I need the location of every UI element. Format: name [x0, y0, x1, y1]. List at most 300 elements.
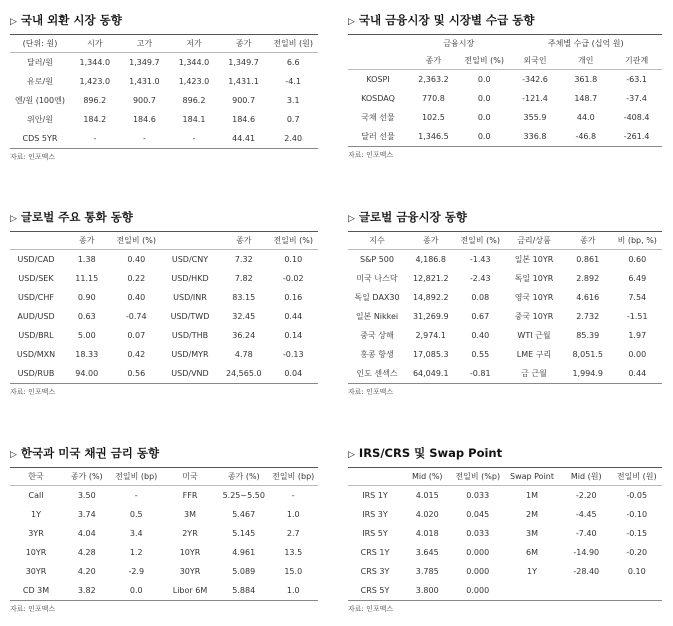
source-note: 자료: 인포맥스: [10, 153, 56, 161]
table-cell: -: [192, 134, 196, 143]
table-cell: 독일 DAX30: [354, 293, 400, 302]
table-cell: -0.74: [125, 312, 147, 321]
table-cell: -0.20: [626, 548, 648, 557]
table-cell: 30YR: [179, 567, 201, 576]
table-row: [10, 250, 318, 270]
table-cell: 0.67: [471, 312, 490, 321]
table-cell: 6.6: [286, 58, 300, 67]
table-cell: 0.04: [284, 369, 303, 378]
table-cell: 6M: [526, 548, 538, 557]
table-row: [348, 345, 662, 364]
table-cell: 184.6: [132, 115, 156, 124]
column-header: 외국인: [523, 56, 547, 65]
column-header: 종가 (%): [70, 472, 103, 481]
table-cell: 2.892: [576, 274, 600, 283]
table-cell: 355.9: [523, 113, 547, 122]
table-cell: 102.5: [421, 113, 445, 122]
table-row: [10, 486, 318, 506]
table-row: [10, 129, 318, 149]
table-row: [348, 326, 662, 345]
column-header: Swap Point: [509, 472, 554, 481]
table-cell: CDS 5YR: [22, 134, 58, 143]
table-cell: 1,423.0: [79, 77, 111, 86]
table-cell: CD 3M: [22, 586, 50, 595]
panel-global-fx: [10, 209, 318, 397]
column-header: [161, 232, 219, 250]
column-header: 종가: [423, 236, 439, 245]
source-note: 자료: 인포맥스: [348, 388, 394, 396]
table-cell: 3.74: [77, 510, 96, 519]
table-cell: USD/TWD: [170, 312, 210, 321]
table-cell: USD/BRL: [18, 331, 54, 340]
table-cell: 0.5: [129, 510, 143, 519]
table-cell: 0.00: [628, 350, 647, 359]
table-cell: 중국 10YR: [514, 312, 554, 321]
table-cell: -342.6: [522, 75, 548, 84]
table-row: [10, 269, 318, 288]
table-header-row: [10, 232, 318, 250]
table-cell: 336.8: [523, 132, 547, 141]
table-cell: IRS 1Y: [362, 491, 388, 500]
table-cell: 1,431.1: [228, 77, 259, 86]
table-row: [10, 288, 318, 307]
triangle-icon: ▷: [348, 214, 355, 224]
table-cell: 0.000: [466, 586, 490, 595]
table-cell: USD/VND: [171, 369, 209, 378]
table-cell: FFR: [182, 491, 198, 500]
column-header: 비 (bp, %): [617, 236, 657, 245]
table-cell: 1,349.7: [228, 58, 259, 67]
table-cell: -2.20: [575, 491, 597, 500]
table-cell: -0.81: [469, 369, 491, 378]
table-cell: KOSDAQ: [361, 94, 395, 103]
table-cell: 1.38: [77, 255, 96, 264]
table-cell: 8,051.5: [572, 350, 604, 359]
table-row: [10, 543, 318, 562]
table-cell: 0.40: [127, 293, 146, 302]
panel-domestic-market: [348, 12, 662, 160]
panel-title: ▷ 한국과 미국 채권 금리 동향: [10, 446, 160, 460]
table-row: [10, 326, 318, 345]
table-cell: USD/CAD: [17, 255, 55, 264]
table-cell: 1,423.0: [178, 77, 210, 86]
table-cell: 0.861: [576, 255, 600, 264]
table-cell: -0.15: [626, 529, 648, 538]
table-cell: -0.02: [282, 274, 304, 283]
table-cell: 0.10: [627, 567, 646, 576]
column-header: 한국: [28, 472, 44, 481]
table-cell: 3.82: [77, 586, 96, 595]
table-cell: 896.2: [83, 96, 107, 105]
table-cell: -261.4: [623, 132, 650, 141]
table-cell: 4.020: [415, 510, 439, 519]
table-cell: 94.00: [75, 369, 99, 378]
table-cell: USD/RUB: [17, 369, 55, 378]
panel-title: ▷ 글로벌 주요 통화 동향: [10, 210, 133, 224]
table-cell: 일본 10YR: [514, 255, 554, 264]
table-cell: -0.13: [282, 350, 304, 359]
table-cell: 14,892.2: [412, 293, 449, 302]
table-cell: 위안/원: [27, 115, 53, 124]
column-header: 주체별 수급 (십억 원): [547, 39, 624, 48]
table-cell: -: [93, 134, 97, 143]
table-cell: 18.33: [75, 350, 99, 359]
table-cell: 3.4: [129, 529, 143, 538]
table-cell: USD/THB: [171, 331, 209, 340]
fx-table: [10, 35, 318, 149]
column-header: 미국: [182, 472, 198, 481]
table-cell: USD/SEK: [18, 274, 54, 283]
table-cell: Libor 6M: [172, 586, 208, 595]
table-cell: -14.90: [573, 548, 600, 557]
column-header: 지수: [369, 236, 385, 245]
table-cell: 1.0: [286, 510, 300, 519]
table-cell: 24,565.0: [225, 369, 262, 378]
panel-global-market: [348, 209, 662, 397]
table-cell: 미국 나스닥: [356, 274, 398, 283]
table-row: [348, 307, 662, 326]
table-cell: 184.6: [232, 115, 256, 124]
table-cell: 6.49: [628, 274, 647, 283]
bond-rates-table: [10, 468, 318, 601]
table-cell: 5.467: [232, 510, 256, 519]
column-header: [10, 232, 62, 250]
table-cell: -: [134, 491, 138, 500]
table-cell: 44.41: [232, 134, 256, 143]
global-market-table: [348, 232, 662, 384]
table-cell: 2.7: [286, 529, 300, 538]
table-cell: 7.82: [234, 274, 253, 283]
table-cell: 5.25~5.50: [222, 491, 265, 500]
table-cell: 국채 선물: [361, 113, 395, 122]
table-cell: 1Y: [31, 510, 41, 519]
table-cell: 1,344.0: [79, 58, 111, 67]
triangle-icon: ▷: [10, 450, 17, 460]
table-row: [348, 543, 662, 562]
table-cell: -1.51: [626, 312, 648, 321]
table-cell: USD/MYR: [171, 350, 209, 359]
table-header-row: [10, 35, 318, 53]
table-row: [348, 250, 662, 270]
column-header: Mid (%): [411, 472, 443, 481]
table-cell: 2YR: [182, 529, 198, 538]
table-cell: IRS 3Y: [362, 510, 388, 519]
table-cell: CRS 5Y: [360, 586, 390, 595]
table-cell: 361.8: [574, 75, 598, 84]
table-cell: 0.44: [284, 312, 303, 321]
table-cell: 1,994.9: [572, 369, 604, 378]
table-cell: 36.24: [232, 331, 256, 340]
column-header: 전일비 (원): [616, 472, 657, 481]
source-note: 자료: 인포맥스: [10, 388, 56, 396]
table-cell: 896.2: [182, 96, 206, 105]
column-header: Mid (원): [570, 472, 602, 481]
table-cell: 5.089: [232, 567, 256, 576]
table-cell: 1,344.0: [178, 58, 210, 67]
table-cell: 0.7: [286, 115, 300, 124]
table-cell: 0.000: [466, 567, 490, 576]
table-cell: 7.54: [628, 293, 647, 302]
table-cell: CRS 1Y: [360, 548, 390, 557]
column-header: (단위: 원): [22, 39, 58, 48]
table-row: [10, 110, 318, 129]
table-cell: AUD/USD: [17, 312, 55, 321]
table-cell: 12,821.2: [412, 274, 449, 283]
table-cell: -46.8: [575, 132, 597, 141]
table-row: [10, 581, 318, 601]
column-header: 전일비 (원): [273, 39, 314, 48]
table-cell: [503, 581, 561, 601]
group-header-row: [348, 35, 662, 52]
table-cell: 0.0: [129, 586, 143, 595]
panel-title: ▷ 글로벌 금융시장 동향: [348, 210, 467, 224]
table-cell: -0.05: [626, 491, 648, 500]
panel-title: ▷ 국내 금융시장 및 시장별 수급 동향: [348, 13, 535, 27]
table-cell: 0.90: [77, 293, 96, 302]
column-header: 종가: [79, 236, 95, 245]
table-cell: 148.7: [574, 94, 598, 103]
table-cell: 3M: [184, 510, 196, 519]
table-cell: 3.1: [286, 96, 300, 105]
table-cell: 유로/원: [27, 77, 53, 86]
table-cell: 2.40: [284, 134, 303, 143]
triangle-icon: ▷: [348, 450, 355, 460]
table-cell: WTI 근월: [517, 331, 551, 340]
table-row: [10, 345, 318, 364]
table-cell: -408.4: [623, 113, 650, 122]
column-header: 개인: [578, 56, 594, 65]
table-cell: -4.45: [575, 510, 597, 519]
table-cell: 17,085.3: [412, 350, 449, 359]
table-cell: 3YR: [28, 529, 44, 538]
table-cell: -63.1: [626, 75, 647, 84]
table-cell: 1.97: [628, 331, 647, 340]
column-header: 금융시장: [443, 39, 475, 48]
triangle-icon: ▷: [10, 17, 17, 27]
table-row: [348, 108, 662, 127]
table-cell: 0.63: [77, 312, 96, 321]
table-cell: 0.0: [477, 75, 491, 84]
table-cell: 0.14: [284, 331, 303, 340]
table-cell: 달러/원: [27, 58, 53, 67]
column-header: 종가 (%): [227, 472, 260, 481]
table-cell: -37.4: [626, 94, 647, 103]
table-cell: 5.884: [232, 586, 256, 595]
table-header-row: [348, 52, 662, 70]
table-cell: 3.800: [415, 586, 439, 595]
source-note: 자료: 인포맥스: [348, 151, 394, 159]
table-cell: 0.56: [127, 369, 146, 378]
column-header: 전일비 (bp): [115, 472, 158, 481]
table-cell: USD/CHF: [18, 293, 54, 302]
table-cell: 1,431.0: [129, 77, 160, 86]
table-cell: S&P 500: [360, 255, 394, 264]
column-header: 전일비 (bp): [272, 472, 315, 481]
table-row: [348, 70, 662, 90]
table-cell: 1.0: [286, 586, 300, 595]
table-cell: 중국 상해: [360, 331, 394, 340]
table-row: [10, 364, 318, 384]
table-cell: 2,363.2: [418, 75, 449, 84]
column-header: 전일비 (%): [273, 236, 314, 245]
table-cell: 1,346.5: [418, 132, 449, 141]
table-cell: 달러 선물: [361, 132, 395, 141]
table-cell: 3.50: [77, 491, 96, 500]
triangle-icon: ▷: [348, 17, 355, 27]
table-cell: 0.0: [477, 132, 491, 141]
column-header: 종가: [580, 236, 596, 245]
table-cell: LME 구리: [516, 350, 552, 359]
table-row: [348, 486, 662, 506]
table-cell: 0.55: [471, 350, 490, 359]
table-cell: 3.785: [415, 567, 439, 576]
table-cell: 85.39: [576, 331, 600, 340]
column-header: 종가: [236, 236, 252, 245]
panel-irs-crs-swap: [348, 445, 662, 614]
table-cell: 4.961: [232, 548, 256, 557]
table-cell: -121.4: [522, 94, 548, 103]
table-row: [10, 72, 318, 91]
table-cell: 일본 Nikkei: [355, 312, 399, 321]
column-header: 종가: [235, 39, 252, 48]
table-row: [10, 91, 318, 110]
table-cell: -: [142, 134, 146, 143]
table-cell: 인도 센섹스: [356, 369, 398, 378]
table-cell: -28.40: [573, 567, 600, 576]
table-row: [10, 505, 318, 524]
table-cell: -2.43: [469, 274, 491, 283]
table-row: [10, 307, 318, 326]
table-cell: 4.015: [415, 491, 439, 500]
table-cell: USD/HKD: [171, 274, 209, 283]
table-cell: 11.15: [75, 274, 99, 283]
table-cell: 4.20: [77, 567, 96, 576]
table-cell: Call: [28, 491, 44, 500]
column-header: [348, 35, 408, 52]
table-cell: 3M: [526, 529, 538, 538]
table-cell: 0.44: [628, 369, 647, 378]
table-cell: [561, 581, 612, 601]
table-header-row: [348, 232, 662, 250]
table-row: [348, 89, 662, 108]
table-cell: -1.43: [469, 255, 491, 264]
column-header: 저가: [186, 39, 202, 48]
table-cell: 0.07: [127, 331, 146, 340]
table-cell: KOSPI: [366, 75, 390, 84]
panel-bond-rates: [10, 445, 318, 614]
table-row: [348, 364, 662, 384]
table-cell: 금 근월: [521, 369, 547, 378]
table-cell: 30YR: [25, 567, 47, 576]
table-cell: 2.732: [576, 312, 600, 321]
column-header: 고가: [136, 39, 153, 48]
table-cell: 0.40: [471, 331, 490, 340]
table-header-row: [348, 468, 662, 486]
table-row: [348, 288, 662, 307]
table-cell: 2M: [526, 510, 538, 519]
table-cell: 1Y: [527, 567, 537, 576]
table-cell: -4.1: [285, 77, 301, 86]
table-cell: 2,974.1: [415, 331, 447, 340]
table-cell: USD/MXN: [16, 350, 56, 359]
table-cell: 13.5: [284, 548, 303, 557]
table-cell: CRS 3Y: [360, 567, 390, 576]
column-header: 기관계: [625, 56, 649, 65]
column-header: 시가: [87, 39, 103, 48]
table-cell: 7.32: [234, 255, 253, 264]
table-cell: 0.000: [466, 548, 490, 557]
table-cell: USD/CNY: [171, 255, 209, 264]
table-cell: 0.60: [628, 255, 647, 264]
table-cell: 4.616: [576, 293, 600, 302]
column-header: [348, 468, 402, 486]
panel-title: ▷ 국내 외환 시장 동향: [10, 13, 122, 27]
table-cell: 0.033: [466, 529, 490, 538]
table-cell: 32.45: [232, 312, 256, 321]
table-cell: 1M: [526, 491, 538, 500]
table-cell: 4.04: [77, 529, 96, 538]
table-cell: 64,049.1: [412, 369, 449, 378]
table-cell: 0.045: [466, 510, 490, 519]
table-cell: -2.9: [128, 567, 145, 576]
irs-crs-table: [348, 468, 662, 601]
table-cell: -7.40: [575, 529, 597, 538]
table-cell: [612, 581, 663, 601]
table-cell: 0.16: [284, 293, 303, 302]
table-cell: 900.7: [132, 96, 156, 105]
table-cell: 0.40: [127, 255, 146, 264]
table-cell: 83.15: [232, 293, 256, 302]
table-cell: 1.2: [129, 548, 143, 557]
table-cell: 5.145: [232, 529, 256, 538]
table-cell: -0.10: [626, 510, 648, 519]
table-cell: 44.0: [576, 113, 595, 122]
column-header: 전일비 (%): [464, 56, 504, 65]
table-cell: 4.28: [77, 548, 96, 557]
table-cell: 0.10: [284, 255, 303, 264]
table-cell: 0.22: [127, 274, 146, 283]
table-cell: 184.2: [83, 115, 107, 124]
table-cell: 0.0: [477, 113, 491, 122]
table-cell: 0.08: [471, 293, 490, 302]
table-row: [10, 524, 318, 543]
table-row: [348, 505, 662, 524]
table-row: [10, 562, 318, 581]
table-cell: 4,186.8: [415, 255, 447, 264]
table-cell: USD/INR: [173, 293, 207, 302]
table-cell: 900.7: [232, 96, 256, 105]
column-header: 종가: [425, 56, 442, 65]
table-row: [10, 53, 318, 73]
table-cell: 홍콩 항생: [360, 350, 394, 359]
panel-fx-domestic: [10, 12, 318, 162]
table-cell: 5.00: [77, 331, 96, 340]
table-header-row: [10, 468, 318, 486]
source-note: 자료: 인포맥스: [10, 605, 56, 613]
table-cell: 10YR: [179, 548, 201, 557]
triangle-icon: ▷: [10, 214, 17, 224]
table-cell: -: [291, 491, 295, 500]
table-cell: 15.0: [284, 567, 303, 576]
table-cell: 독일 10YR: [514, 274, 554, 283]
table-row: [348, 581, 662, 601]
table-cell: 0.033: [466, 491, 490, 500]
table-cell: 3.645: [415, 548, 439, 557]
table-cell: 영국 10YR: [514, 293, 554, 302]
panel-title: ▷ IRS/CRS 및 Swap Point: [348, 446, 503, 460]
table-cell: 엔/원 (100엔): [15, 96, 65, 105]
table-cell: 4.78: [234, 350, 253, 359]
